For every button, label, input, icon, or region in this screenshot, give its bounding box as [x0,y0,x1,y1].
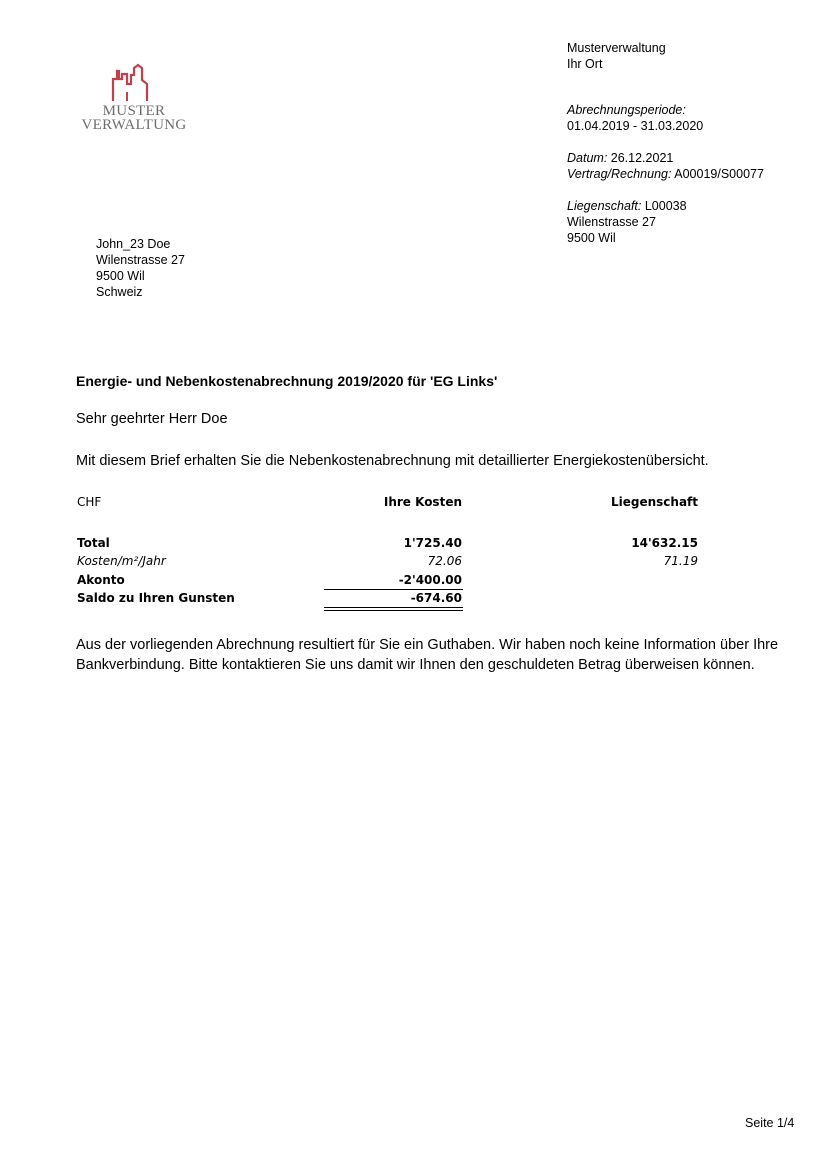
logo-text-line1: MUSTER [102,103,166,119]
property-city: 9500 Wil [567,231,616,245]
logo-text-line2: VERWALTUNG [81,117,187,133]
date-value: 26.12.2021 [610,151,674,165]
total-label: Total [77,536,110,550]
property-street: Wilenstrasse 27 [567,215,656,229]
table-header-property: Liegenschaft [610,495,698,509]
letter-subject: Energie- und Nebenkostenabrechnung 2019/2020 für 'EG Links' [76,373,498,389]
contract-label: Vertrag/Rechnung: [567,167,672,181]
recipient-city: 9500 Wil [96,269,145,283]
total-double-underline [324,607,463,611]
recipient-name: John_23 Doe [96,237,171,251]
date-label: Datum: [567,151,608,165]
letter-closing: Aus der vorliegenden Abrechnung resultiert für Sie ein Guthaben. Wir haben noch keine Information über Ihre Bankverbindung. Bitte kontaktieren Sie uns damit wir Ihnen den geschuldeten Betrag überweisen können. [76,637,779,673]
period-label: Abrechnungsperiode: [567,103,686,117]
sender-place: Ihr Ort [567,57,603,71]
page-number: Seite 1/4 [745,1116,795,1130]
table-header-currency: CHF [77,495,102,509]
letter-salutation: Sehr geehrter Herr Doe [76,411,228,427]
property-value: L00038 [644,199,687,213]
building-logo-icon [78,62,190,104]
sender-name: Musterverwaltung [567,41,666,55]
recipient-street: Wilenstrasse 27 [96,253,185,267]
saldo-label: Saldo zu Ihren Gunsten [77,591,235,605]
letter-intro: Mit diesem Brief erhalten Sie die Nebenkostenabrechnung mit detaillierter Energiekostenübersicht. [76,453,709,469]
per-m2-label: Kosten/m²/Jahr [77,554,166,568]
per-m2-own-value: 72.06 [427,554,462,568]
total-property-value: 14'632.15 [631,536,698,550]
akonto-label: Akonto [77,573,125,587]
per-m2-property-value: 71.19 [663,554,698,568]
saldo-own-value: -674.60 [410,591,462,605]
recipient-country: Schweiz [96,285,143,299]
total-own-value: 1'725.40 [403,536,462,550]
recipient-address [96,236,185,300]
period-value: 01.04.2019 - 31.03.2020 [567,119,704,133]
sender-block [567,40,764,246]
company-logo [78,62,190,134]
property-label: Liegenschaft: [567,199,642,213]
contract-value: A00019/S00077 [674,167,764,181]
subtotal-underline [324,589,463,590]
table-header-own-costs: Ihre Kosten [383,495,462,509]
akonto-own-value: -2'400.00 [398,573,462,587]
